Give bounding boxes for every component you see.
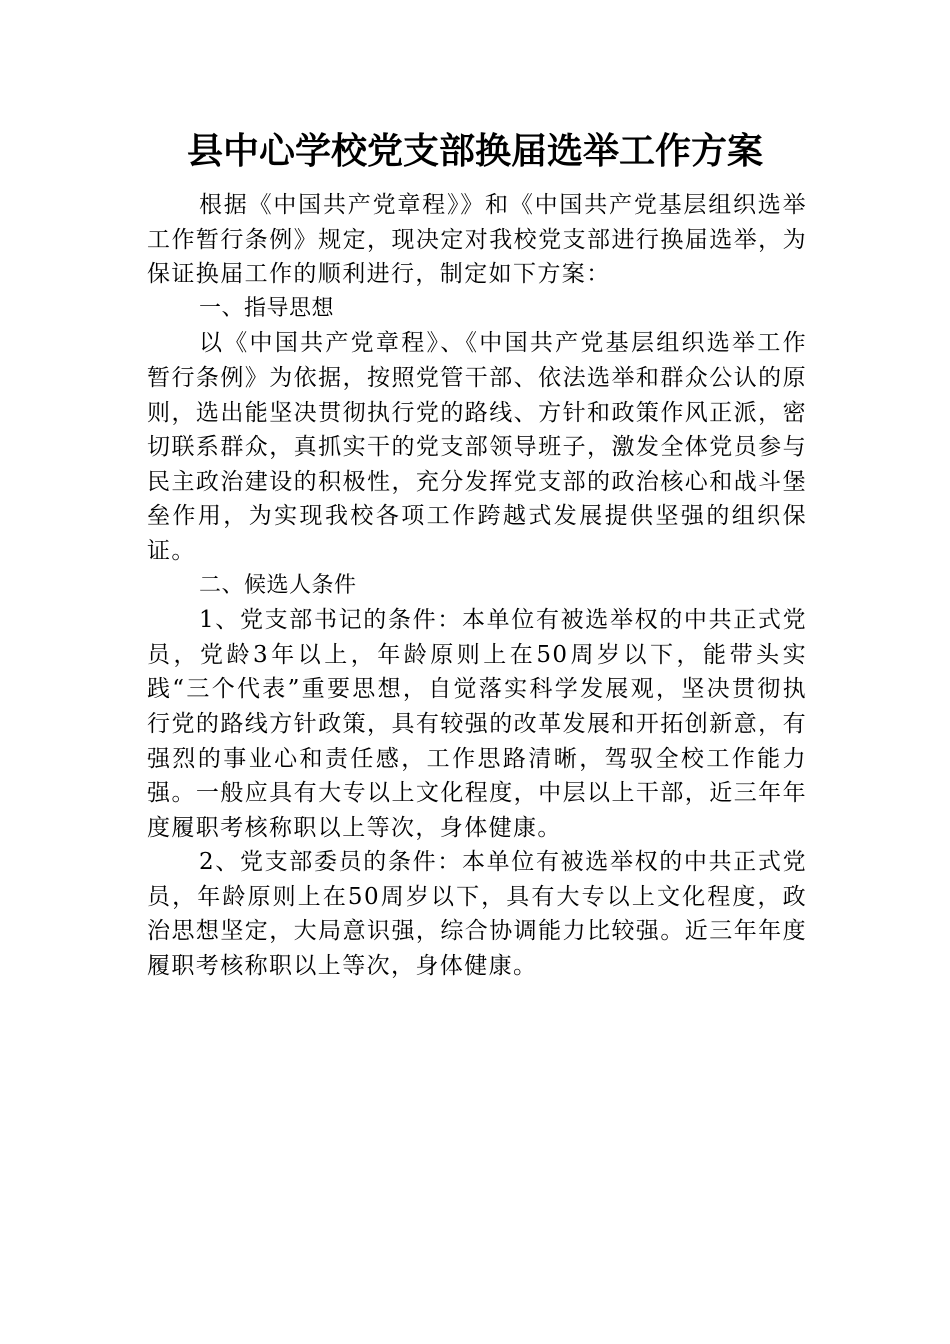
intro-paragraph: 根据《中国共产党章程》》和《中国共产党基层组织选举工作暂行条例》规定，现决定对我校党支部进行换届选举，为保证换届工作的顺利进行，制定如下方案： — [147, 192, 807, 288]
document-body — [147, 188, 807, 984]
section-heading-guiding-ideology: 一、指导思想 — [199, 295, 335, 321]
document-title: 县中心学校党支部换届选举工作方案 — [186, 130, 763, 172]
secretary-conditions-paragraph: 1、党支部书记的条件：本单位有被选举权的中共正式党员，党龄3年以上，年龄原则上在50周岁以下，能带头实践“三个代表”重要思想，自觉落实科学发展观，坚决贯彻执行党的路线方针政策，具有较强的改革发展和开拓创新意，有强烈的事业心和责任感，工作思路清晰，驾驭全校工作能力强。一般应具有大专以上文化程度，中层以上干部，近三年年度履职考核称职以上等次，身体健康。 — [147, 607, 807, 841]
section-heading-candidate-conditions: 二、候选人条件 — [199, 572, 357, 598]
guiding-ideology-paragraph: 以《中国共产党章程》、《中国共产党基层组织选举工作暂行条例》为依据，按照党管干部、依法选举和群众公认的原则，选出能坚决贯彻执行党的路线、方针和政策作风正派，密切联系群众，真抓实干的党支部领导班子，激发全体党员参与民主政治建设的积极性，充分发挥党支部的政治核心和战斗堡垒作用，为实现我校各项工作跨越式发展提供坚强的组织保证。 — [147, 330, 807, 564]
member-conditions-paragraph: 2、党支部委员的条件：本单位有被选举权的中共正式党员，年龄原则上在50周岁以下，具有大专以上文化程度，政治思想坚定，大局意识强，综合协调能力比较强。近三年年度履职考核称职以上等次，身体健康。 — [147, 849, 807, 980]
